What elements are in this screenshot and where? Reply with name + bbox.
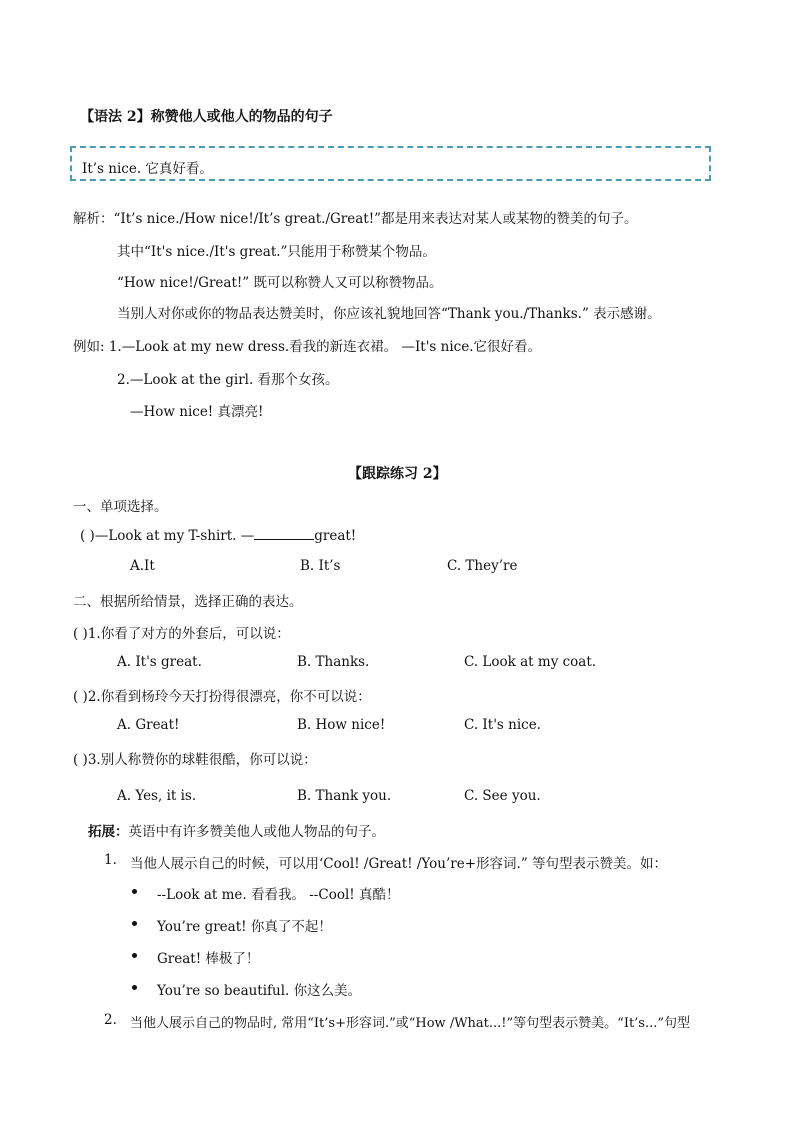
part2-heading: 二、根据所给情景，选择正确的表达。 — [73, 594, 303, 610]
part2-q3-option-a: A. Yes, it is. — [117, 788, 197, 804]
analysis-line-2: 其中“It's nice./It's great.”只能用于称赞某个物品。 — [117, 244, 436, 260]
part2-q2-option-c: C. It's nice. — [464, 717, 541, 733]
part2-q2-option-b: B. How nice! — [297, 717, 386, 733]
boxed-example-text: It’s nice. 它真好看。 — [82, 161, 213, 177]
part2-q3-stem: ( )3.别人称赞你的球鞋很酷，你可以说： — [73, 752, 317, 768]
part2-q3-option-b: B. Thank you. — [297, 788, 392, 804]
answer-blank[interactable] — [254, 527, 314, 540]
extension-bullet-3: Great! 棒极了！ — [157, 951, 260, 967]
example-1: 例如: 1.—Look at my new dress.看我的新连衣裙。 —It's nice.它很好看。 — [73, 339, 541, 355]
example-2: 2.—Look at the girl. 看那个女孩。 — [117, 372, 339, 388]
part1-heading: 一、单项选择。 — [73, 499, 168, 515]
part2-q1-option-b: B. Thanks. — [297, 654, 370, 670]
example-box — [70, 146, 711, 181]
example-3: —How nice! 真漂亮! — [130, 404, 264, 420]
part1-option-b: B. It’s — [300, 558, 341, 574]
part2-q1-stem: ( )1.你看了对方的外套后，可以说： — [73, 626, 290, 642]
part1-option-a: A.It — [130, 558, 155, 574]
part2-q2-stem: ( )2.你看到杨玲今天打扮得很漂亮，你不可以说： — [73, 689, 371, 705]
part1-option-c: C. They’re — [447, 558, 518, 574]
extension-label: 拓展： — [88, 824, 129, 840]
bullet-icon — [132, 985, 137, 990]
part2-q1-option-c: C. Look at my coat. — [464, 654, 597, 670]
extension-bullet-2: You’re great! 你真了不起！ — [157, 919, 332, 935]
analysis-line-4: 当别人对你或你的物品表达赞美时，你应该礼貌地回答“Thank you./Thanks.” 表示感谢。 — [117, 306, 661, 322]
extension-bullet-1: --Look at me. 看看我。 --Cool! 真酷！ — [157, 887, 400, 903]
part2-q1-option-a: A. It's great. — [117, 654, 202, 670]
extension-item-1: 当他人展示自己的时候，可以用‘Cool! /Great! /You’re+形容词.” 等句型表示赞美。如： — [130, 856, 668, 872]
bullet-icon — [132, 953, 137, 958]
part1-question-prefix: ( )—Look at my T-shirt. — — [80, 528, 255, 544]
extension-text: 英语中有许多赞美他人或他人物品的句子。 — [128, 824, 385, 840]
extension-bullet-4: You’re so beautiful. 你这么美。 — [157, 983, 362, 999]
analysis-line-3: “How nice!/Great!” 既可以称赞人又可以称赞物品。 — [117, 275, 443, 291]
analysis-line-1: 解析：“It’s nice./How nice!/It’s great./Great!”都是用来表达对某人或某物的赞美的句子。 — [73, 211, 638, 227]
bullet-icon — [132, 889, 137, 894]
part1-question — [80, 527, 356, 544]
extension-item-2-number: 2. — [104, 1012, 117, 1028]
extension-item-2: 当他人展示自己的物品时, 常用“It’s+形容词.”或“How /What...!”等句型表示赞美。“It’s...”句型 — [130, 1016, 691, 1031]
practice-title: 【跟踪练习 2】 — [348, 466, 447, 482]
grammar-title: 【语法 2】称赞他人或他人的物品的句子 — [80, 109, 333, 125]
part2-q2-option-a: A. Great! — [117, 717, 180, 733]
part1-question-suffix: great! — [314, 528, 357, 544]
extension-paragraph — [88, 820, 385, 840]
extension-item-1-number: 1. — [104, 852, 117, 868]
part2-q3-option-c: C. See you. — [464, 788, 541, 804]
bullet-icon — [132, 921, 137, 926]
